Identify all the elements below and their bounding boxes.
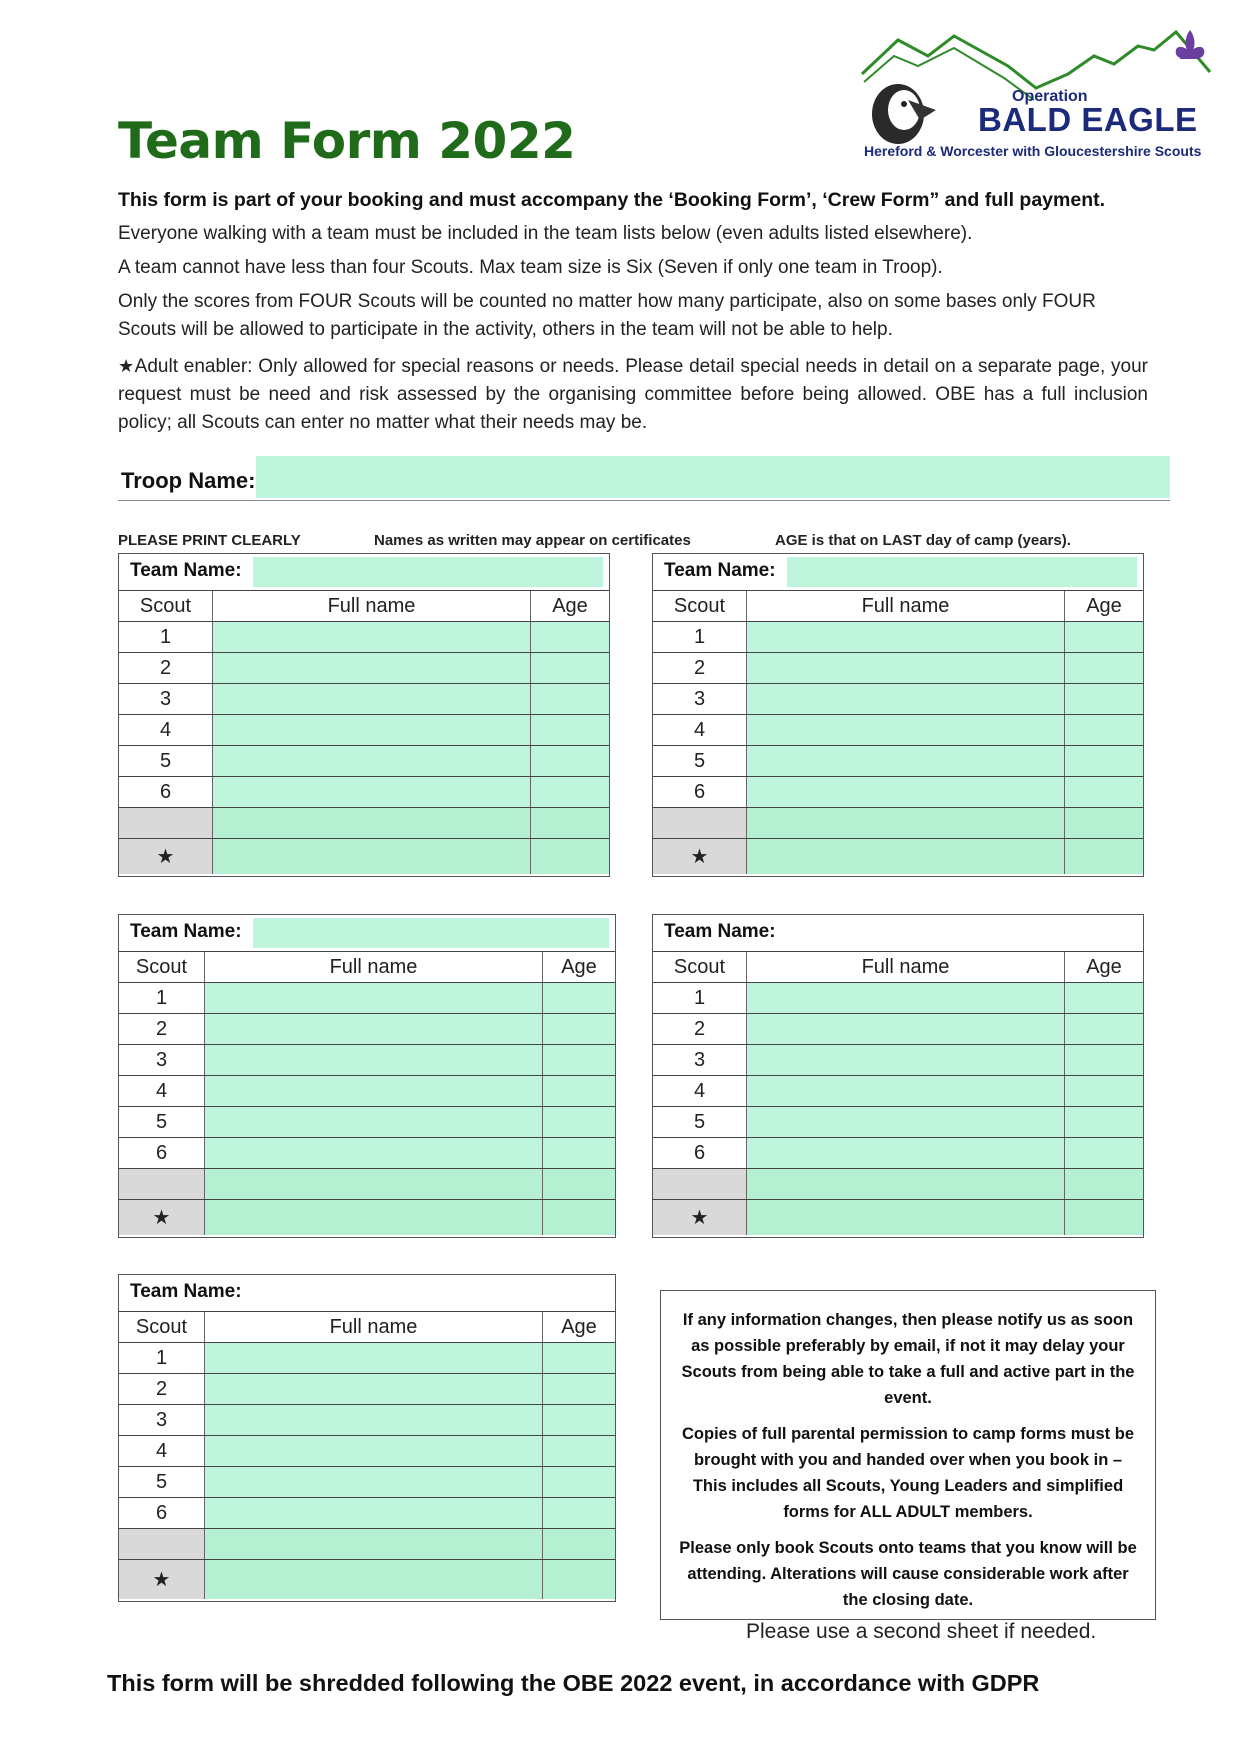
table-row	[119, 1373, 615, 1404]
extra-scout-cell	[653, 1169, 747, 1199]
table-row	[653, 1137, 1143, 1168]
adult-full-name-input[interactable]	[213, 839, 531, 874]
table-row	[653, 714, 1143, 745]
adult-full-name-input[interactable]	[747, 1200, 1065, 1235]
table-row	[119, 1559, 615, 1599]
extra-scout-cell	[653, 808, 747, 838]
intro-team-size-note: A team cannot have less than four Scouts. Max team size is Six (Seven if only one team in Troop).	[118, 257, 943, 278]
col-scout-header: Scout	[119, 591, 213, 621]
age-input[interactable]	[543, 1045, 615, 1075]
col-age-header: Age	[1086, 594, 1122, 617]
age-input[interactable]	[543, 1014, 615, 1044]
age-input[interactable]	[531, 808, 609, 838]
info-booking-text: Please only book Scouts onto teams that you know will be attending. Alterations will cause considerable work after the closing date.	[679, 1539, 1137, 1609]
table-row	[119, 745, 609, 776]
adult-age-input[interactable]	[543, 1200, 615, 1235]
full-name-input[interactable]	[747, 777, 1065, 807]
full-name-input[interactable]	[205, 1436, 543, 1466]
full-name-input[interactable]	[213, 746, 531, 776]
troop-name-underline	[118, 500, 1170, 501]
age-input[interactable]	[543, 1169, 615, 1199]
adult-full-name-input[interactable]	[205, 1200, 543, 1235]
full-name-input[interactable]	[205, 1529, 543, 1559]
team-table-1	[118, 553, 610, 877]
scout-number: 6	[119, 1498, 205, 1528]
age-input[interactable]	[1065, 1107, 1143, 1137]
full-name-input[interactable]	[213, 622, 531, 652]
full-name-input[interactable]	[747, 1014, 1065, 1044]
full-name-input[interactable]	[205, 1169, 543, 1199]
table-row	[119, 1168, 615, 1199]
table-row	[653, 838, 1143, 874]
table-header-row	[119, 1311, 615, 1342]
page-title: Team Form 2022	[118, 112, 576, 170]
scout-number: 5	[653, 1107, 747, 1137]
table-row	[653, 776, 1143, 807]
age-input[interactable]	[1065, 777, 1143, 807]
table-header-row	[119, 590, 609, 621]
team-name-label: Team Name:	[664, 560, 776, 581]
table-row	[119, 1466, 615, 1497]
table-header-row	[653, 951, 1143, 982]
age-input[interactable]	[531, 653, 609, 683]
table-row	[119, 776, 609, 807]
gdpr-footer: This form will be shredded following the OBE 2022 event, in accordance with GDPR	[107, 1670, 1040, 1696]
scout-number: 3	[119, 684, 213, 714]
col-fullname-header: Full name	[205, 952, 543, 982]
age-note: AGE is that on LAST day of camp (years).	[775, 532, 1071, 549]
team-name-label: Team Name:	[130, 1281, 242, 1302]
scout-number: 2	[119, 1014, 205, 1044]
scout-number: 4	[119, 1436, 205, 1466]
intro-adult-enabler-note: ★Adult enabler: Only allowed for special reasons or needs. Please detail special needs in detail on a separate page, your request must be need and risk assessed by the organising committee before being allowed. OBE has a full inclusion policy; all Scouts can enter no matter what their needs may be.	[118, 356, 1149, 433]
full-name-input[interactable]	[747, 746, 1065, 776]
full-name-input[interactable]	[747, 1045, 1065, 1075]
age-input[interactable]	[543, 983, 615, 1013]
adult-enabler-star-icon: ★	[119, 1560, 205, 1599]
team-table-5	[118, 1274, 616, 1602]
full-name-input[interactable]	[205, 1045, 543, 1075]
age-input[interactable]	[543, 1529, 615, 1559]
scout-number: 4	[653, 715, 747, 745]
table-row	[119, 1075, 615, 1106]
team-table-3	[118, 914, 616, 1238]
col-age-header: Age	[1086, 955, 1122, 978]
table-row	[653, 982, 1143, 1013]
table-row	[653, 683, 1143, 714]
age-input[interactable]	[543, 1343, 615, 1373]
scout-number: 1	[119, 983, 205, 1013]
age-input[interactable]	[1065, 746, 1143, 776]
col-age-header: Age	[552, 594, 588, 617]
table-row	[119, 1044, 615, 1075]
team-name-input[interactable]	[253, 557, 603, 587]
full-name-input[interactable]	[213, 777, 531, 807]
scout-number: 1	[119, 622, 213, 652]
adult-age-input[interactable]	[1065, 839, 1143, 874]
full-name-input[interactable]	[205, 1405, 543, 1435]
scout-number: 2	[119, 1374, 205, 1404]
eagle-head-icon	[872, 84, 936, 144]
team-name-input[interactable]	[253, 918, 609, 948]
adult-age-input[interactable]	[543, 1560, 615, 1599]
info-permission-text: Copies of full parental permission to camp forms must be brought with you and handed over when you book in – This includes all Scouts, Young Leaders and simplified forms for ALL ADULT members.	[682, 1425, 1134, 1521]
adult-full-name-input[interactable]	[747, 839, 1065, 874]
team-name-input[interactable]	[787, 557, 1137, 587]
table-row	[119, 807, 609, 838]
info-changes-text: If any information changes, then please notify us as soon as possible preferably by email, if not it may delay your Scouts from being able to take a full and active part in the event.	[681, 1311, 1135, 1407]
scout-number: 2	[653, 653, 747, 683]
scout-number: 5	[653, 746, 747, 776]
scout-number: 3	[119, 1045, 205, 1075]
age-input[interactable]	[543, 1498, 615, 1528]
table-row	[119, 683, 609, 714]
table-row	[119, 621, 609, 652]
age-input[interactable]	[1065, 622, 1143, 652]
logo-name-text: BALD EAGLE	[978, 101, 1198, 138]
table-row	[653, 621, 1143, 652]
scout-number: 2	[119, 653, 213, 683]
age-input[interactable]	[1065, 684, 1143, 714]
adult-enabler-star-icon: ★	[119, 839, 213, 874]
intro-booking-note: This form is part of your booking and must accompany the ‘Booking Form’, ‘Crew Form” and full payment.	[118, 189, 1106, 211]
col-fullname-header: Full name	[205, 1312, 543, 1342]
table-row	[119, 1404, 615, 1435]
age-input[interactable]	[543, 1374, 615, 1404]
age-input[interactable]	[1065, 808, 1143, 838]
table-row	[653, 1199, 1143, 1235]
age-input[interactable]	[543, 1076, 615, 1106]
scout-number: 3	[119, 1405, 205, 1435]
table-row	[119, 1435, 615, 1466]
full-name-input[interactable]	[205, 983, 543, 1013]
full-name-input[interactable]	[747, 1138, 1065, 1168]
second-sheet-note: Please use a second sheet if needed.	[746, 1620, 1097, 1643]
table-row	[119, 1013, 615, 1044]
full-name-input[interactable]	[205, 1138, 543, 1168]
age-input[interactable]	[543, 1405, 615, 1435]
table-row	[119, 714, 609, 745]
logo-subtitle-text: Hereford & Worcester with Gloucestershire Scouts	[864, 143, 1202, 159]
table-row	[653, 1075, 1143, 1106]
intro-everyone-note: Everyone walking with a team must be included in the team lists below (even adults listed elsewhere).	[118, 223, 973, 244]
extra-scout-cell	[119, 1169, 205, 1199]
team-table-2	[652, 553, 1144, 877]
full-name-input[interactable]	[213, 715, 531, 745]
table-row	[119, 652, 609, 683]
scout-number: 2	[653, 1014, 747, 1044]
col-scout-header: Scout	[119, 1312, 205, 1342]
adult-enabler-star-icon: ★	[119, 1200, 205, 1235]
scout-number: 3	[653, 684, 747, 714]
full-name-input[interactable]	[205, 1467, 543, 1497]
extra-scout-cell	[119, 808, 213, 838]
team-name-label: Team Name:	[664, 921, 776, 942]
full-name-input[interactable]	[213, 653, 531, 683]
full-name-input[interactable]	[747, 715, 1065, 745]
team-name-label: Team Name:	[130, 560, 242, 581]
age-input[interactable]	[1065, 1138, 1143, 1168]
table-row	[119, 1106, 615, 1137]
full-name-input[interactable]	[747, 684, 1065, 714]
team-name-label: Team Name:	[130, 921, 242, 942]
scout-number: 6	[653, 777, 747, 807]
age-input[interactable]	[543, 1436, 615, 1466]
full-name-input[interactable]	[747, 622, 1065, 652]
full-name-input[interactable]	[213, 684, 531, 714]
age-input[interactable]	[1065, 1169, 1143, 1199]
col-fullname-header: Full name	[747, 591, 1065, 621]
col-fullname-header: Full name	[213, 591, 531, 621]
full-name-input[interactable]	[205, 1498, 543, 1528]
full-name-input[interactable]	[213, 808, 531, 838]
scout-number: 1	[653, 622, 747, 652]
scout-number: 5	[119, 1107, 205, 1137]
table-row	[653, 652, 1143, 683]
age-input[interactable]	[531, 777, 609, 807]
col-scout-header: Scout	[653, 591, 747, 621]
col-scout-header: Scout	[119, 952, 205, 982]
scout-number: 6	[119, 1138, 205, 1168]
age-input[interactable]	[531, 622, 609, 652]
age-input[interactable]	[531, 684, 609, 714]
table-row	[119, 1497, 615, 1528]
troop-name-label: Troop Name:	[121, 468, 256, 493]
scout-number: 5	[119, 1467, 205, 1497]
intro-scores-note: Only the scores from FOUR Scouts will be counted no matter how many participate, also on some bases only FOUR Scouts will be allowed to participate in the activity, others in the team will not be able to help.	[118, 291, 1096, 340]
table-row	[653, 807, 1143, 838]
table-row	[653, 745, 1143, 776]
table-row	[119, 1137, 615, 1168]
extra-scout-cell	[119, 1529, 205, 1559]
table-row	[119, 1342, 615, 1373]
scout-number: 6	[653, 1138, 747, 1168]
fleur-de-lis-icon	[1176, 30, 1205, 59]
scout-number: 1	[119, 1343, 205, 1373]
table-row	[119, 1199, 615, 1235]
full-name-input[interactable]	[747, 653, 1065, 683]
adult-enabler-star-icon: ★	[653, 839, 747, 874]
scout-number: 4	[119, 1076, 205, 1106]
adult-enabler-star-icon: ★	[653, 1200, 747, 1235]
age-input[interactable]	[1065, 1014, 1143, 1044]
age-input[interactable]	[1065, 1045, 1143, 1075]
table-row	[119, 1528, 615, 1559]
print-clearly-note: PLEASE PRINT CLEARLY	[118, 532, 301, 549]
col-fullname-header: Full name	[747, 952, 1065, 982]
full-name-input[interactable]	[205, 1107, 543, 1137]
table-row	[653, 1106, 1143, 1137]
col-age-header: Age	[561, 955, 597, 978]
full-name-input[interactable]	[747, 1169, 1065, 1199]
full-name-input[interactable]	[205, 1343, 543, 1373]
full-name-input[interactable]	[205, 1076, 543, 1106]
full-name-input[interactable]	[747, 1076, 1065, 1106]
table-header-row	[653, 590, 1143, 621]
table-row	[119, 982, 615, 1013]
age-input[interactable]	[531, 746, 609, 776]
full-name-input[interactable]	[747, 808, 1065, 838]
star-icon: ★	[118, 356, 135, 376]
table-header-row	[119, 951, 615, 982]
certificate-names-note: Names as written may appear on certificates	[374, 532, 691, 549]
scout-number: 6	[119, 777, 213, 807]
full-name-input[interactable]	[747, 983, 1065, 1013]
team-table-4	[652, 914, 1144, 1238]
troop-name-input[interactable]	[256, 456, 1170, 498]
table-row	[119, 838, 609, 874]
age-input[interactable]	[543, 1138, 615, 1168]
full-name-input[interactable]	[747, 1107, 1065, 1137]
col-age-header: Age	[561, 1315, 597, 1338]
table-row	[653, 1013, 1143, 1044]
scout-number: 1	[653, 983, 747, 1013]
scout-number: 5	[119, 746, 213, 776]
scout-number: 3	[653, 1045, 747, 1075]
age-input[interactable]	[1065, 653, 1143, 683]
scout-number: 4	[653, 1076, 747, 1106]
scout-number: 4	[119, 715, 213, 745]
table-row	[653, 1044, 1143, 1075]
age-input[interactable]	[531, 715, 609, 745]
adult-full-name-input[interactable]	[205, 1560, 543, 1599]
logo-operation-text: Operation	[1012, 88, 1088, 105]
adult-age-input[interactable]	[1065, 1200, 1143, 1235]
age-input[interactable]	[1065, 983, 1143, 1013]
age-input[interactable]	[1065, 1076, 1143, 1106]
age-input[interactable]	[543, 1467, 615, 1497]
age-input[interactable]	[1065, 715, 1143, 745]
table-row	[653, 1168, 1143, 1199]
full-name-input[interactable]	[205, 1374, 543, 1404]
adult-age-input[interactable]	[531, 839, 609, 874]
full-name-input[interactable]	[205, 1014, 543, 1044]
col-scout-header: Scout	[653, 952, 747, 982]
info-box	[660, 1290, 1156, 1620]
age-input[interactable]	[543, 1107, 615, 1137]
